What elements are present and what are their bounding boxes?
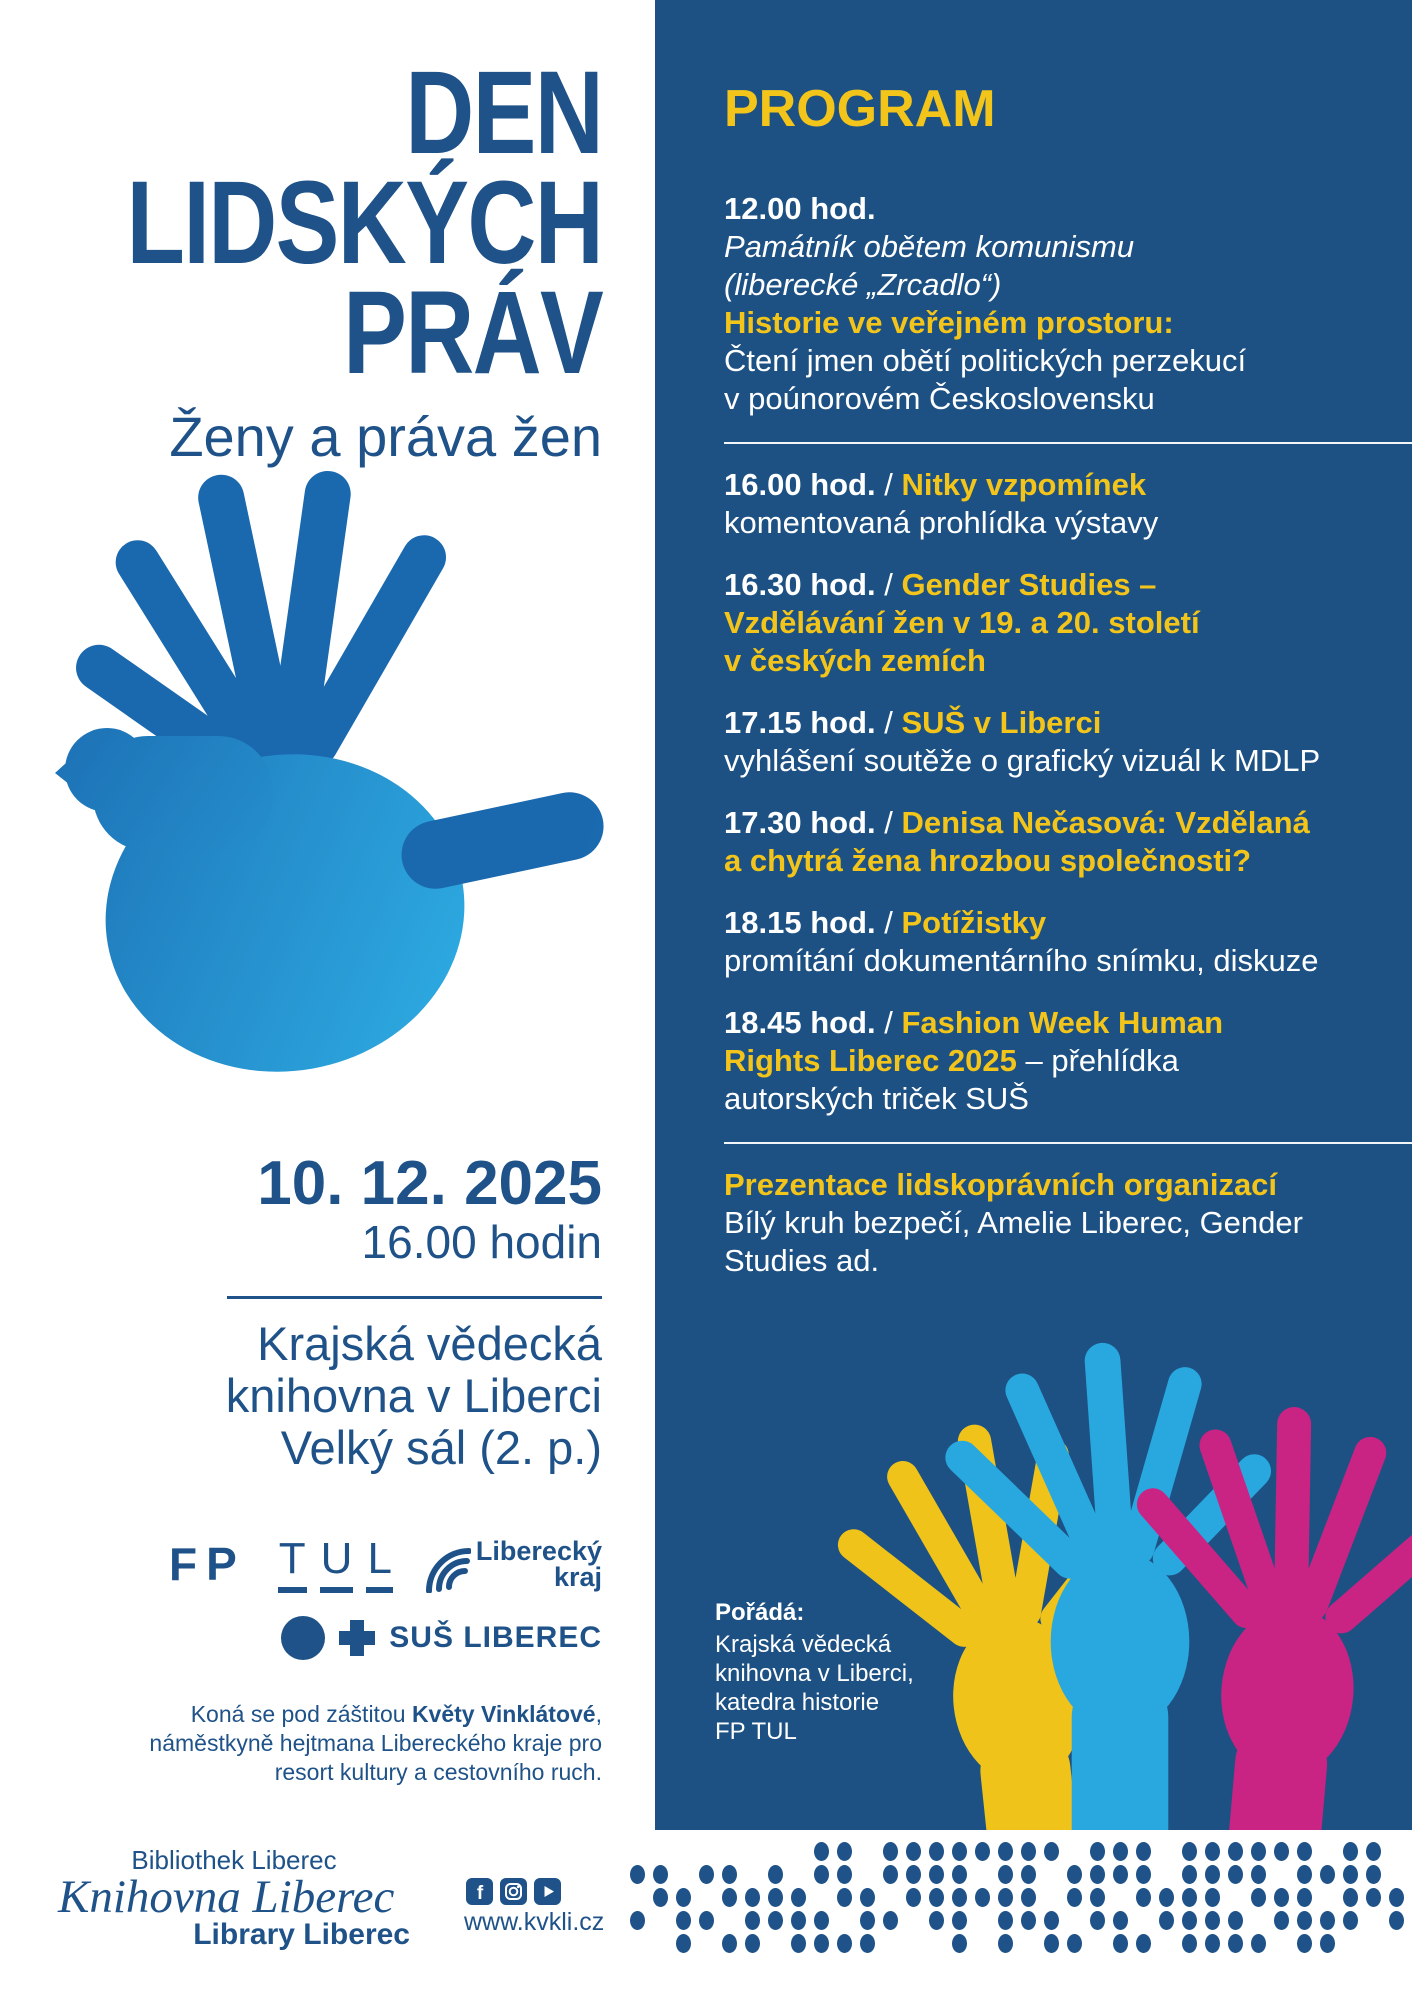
- organizer-label: Pořádá:: [715, 1599, 805, 1626]
- library-logo-czech: Knihovna Liberec: [58, 1871, 395, 1923]
- social-icons: [466, 1878, 561, 1905]
- organizer-line-4: FP TUL: [715, 1718, 797, 1745]
- dot-row: [630, 1934, 1412, 1957]
- program-separator: [724, 1142, 1412, 1144]
- program-item: [724, 190, 1412, 418]
- program-separator: [724, 442, 1412, 444]
- fp-logo: FP: [168, 1537, 246, 1590]
- library-logo: [58, 1846, 410, 1950]
- circle-icon: [281, 1616, 325, 1660]
- program-line: promítání dokumentárního snímku, diskuze: [724, 943, 1319, 978]
- organizer-line-1: Krajská vědecká: [715, 1631, 892, 1658]
- program-line: Prezentace lidskoprávních organizací: [724, 1167, 1278, 1202]
- program-line: 16.00 hod. / Nitky vzpomínek: [724, 467, 1147, 502]
- program-line: v poúnorovém Československu: [724, 381, 1155, 416]
- sus-label: SUŠ LIBEREC: [389, 1621, 602, 1654]
- divider-line: [227, 1296, 602, 1299]
- program-line: Studies ad.: [724, 1243, 880, 1278]
- facebook-icon[interactable]: [466, 1878, 493, 1905]
- title-line-2: LIDSKÝCH: [126, 157, 602, 289]
- program-line: Rights Liberec 2025 – přehlídka: [724, 1043, 1179, 1078]
- organizer-line-2: knihovna v Liberci,: [715, 1660, 914, 1687]
- program-line: a chytrá žena hrozbou společnosti?: [724, 843, 1252, 878]
- event-date: 10. 12. 2025: [257, 1149, 602, 1218]
- kraj-arcs-icon: [425, 1535, 471, 1593]
- dot-row: [630, 1911, 1412, 1934]
- human-rights-dove-logo: [55, 468, 605, 1103]
- venue-block: [226, 1318, 602, 1474]
- sus-liberec-logo: [281, 1616, 602, 1660]
- plus-icon: [337, 1618, 377, 1658]
- poster-title: [15, 47, 602, 399]
- program-line: Historie ve veřejném prostoru:: [724, 305, 1174, 340]
- instagram-icon[interactable]: [500, 1878, 527, 1905]
- kraj-text-line-1: Liberecký: [475, 1535, 602, 1566]
- program-line: 18.45 hod. / Fashion Week Human: [724, 1005, 1224, 1040]
- svg-text:f: f: [476, 1883, 484, 1904]
- program-line: 16.30 hod. / Gender Studies –: [724, 567, 1157, 602]
- program-line: (liberecké „Zrcadlo“): [724, 267, 1002, 302]
- venue-line-3: Velký sál (2. p.): [280, 1421, 602, 1474]
- dot-row: [630, 1888, 1412, 1911]
- venue-line-1: Krajská vědecká: [257, 1317, 602, 1370]
- program-item: [724, 466, 1412, 542]
- program-line: v českých zemích: [724, 643, 986, 678]
- program-line: Čtení jmen obětí politických perzekucí: [724, 343, 1247, 378]
- title-line-3: PRÁV: [342, 267, 602, 399]
- program-line: vyhlášení soutěže o grafický vizuál k MDLP: [724, 743, 1321, 778]
- event-time: 16.00 hodin: [361, 1216, 602, 1268]
- dot-row: [630, 1842, 1412, 1865]
- tul-letter: U: [320, 1534, 354, 1593]
- program-heading: PROGRAM: [724, 80, 996, 138]
- program-line: 17.15 hod. / SUŠ v Liberci: [724, 705, 1102, 740]
- program-item: [724, 1004, 1412, 1118]
- kraj-text-line-2: kraj: [553, 1561, 602, 1592]
- patron-line-2: náměstkyně hejtmana Libereckého kraje pro: [149, 1730, 602, 1756]
- title-line-1: DEN: [405, 47, 602, 179]
- raised-hands-illustration: [812, 1310, 1412, 1830]
- dots-pattern: [630, 1842, 1412, 1957]
- dot-row: [630, 1865, 1412, 1888]
- program-line: 17.30 hod. / Denisa Nečasová: Vzdělaná: [724, 805, 1310, 840]
- program-line: Bílý kruh bezpečí, Amelie Liberec, Gender: [724, 1205, 1303, 1240]
- program-item: [724, 804, 1412, 880]
- library-logo-german: Bibliothek Liberec: [131, 1845, 337, 1875]
- tul-logo: [278, 1534, 393, 1593]
- program-item: [724, 566, 1412, 680]
- event-date-block: [257, 1149, 602, 1268]
- patronage-text: [149, 1700, 602, 1787]
- program-line: komentovaná prohlídka výstavy: [724, 505, 1159, 540]
- youtube-icon[interactable]: [534, 1878, 561, 1905]
- program-line: 18.15 hod. / Potížistky: [724, 905, 1047, 940]
- organizer-block: [715, 1598, 914, 1746]
- tul-letter: T: [278, 1534, 307, 1593]
- library-logo-english: Library Liberec: [193, 1918, 410, 1951]
- partner-logos-row: [169, 1534, 602, 1593]
- program-item: [724, 704, 1412, 780]
- patron-line-3: resort kultury a cestovního ruch.: [274, 1759, 602, 1785]
- organizer-line-3: katedra historie: [715, 1689, 880, 1716]
- program-line: Památník obětem komunismu: [724, 229, 1135, 264]
- website-link[interactable]: www.kvkli.cz: [464, 1908, 605, 1936]
- program-section: [724, 80, 1412, 1304]
- patron-line-1: Koná se pod záštitou Květy Vinklátové,: [190, 1701, 602, 1727]
- program-line: autorských triček SUŠ: [724, 1081, 1029, 1116]
- tul-letter: L: [366, 1534, 392, 1593]
- program-item: [724, 1166, 1412, 1280]
- liberecky-kraj-logo: [425, 1535, 602, 1593]
- program-item: [724, 904, 1412, 980]
- program-blocks: [724, 190, 1412, 1280]
- poster-subtitle: Ženy a práva žen: [169, 405, 602, 468]
- program-line: 12.00 hod.: [724, 191, 876, 226]
- venue-line-2: knihovna v Liberci: [225, 1369, 602, 1422]
- program-line: Vzdělávání žen v 19. a 20. století: [724, 605, 1200, 640]
